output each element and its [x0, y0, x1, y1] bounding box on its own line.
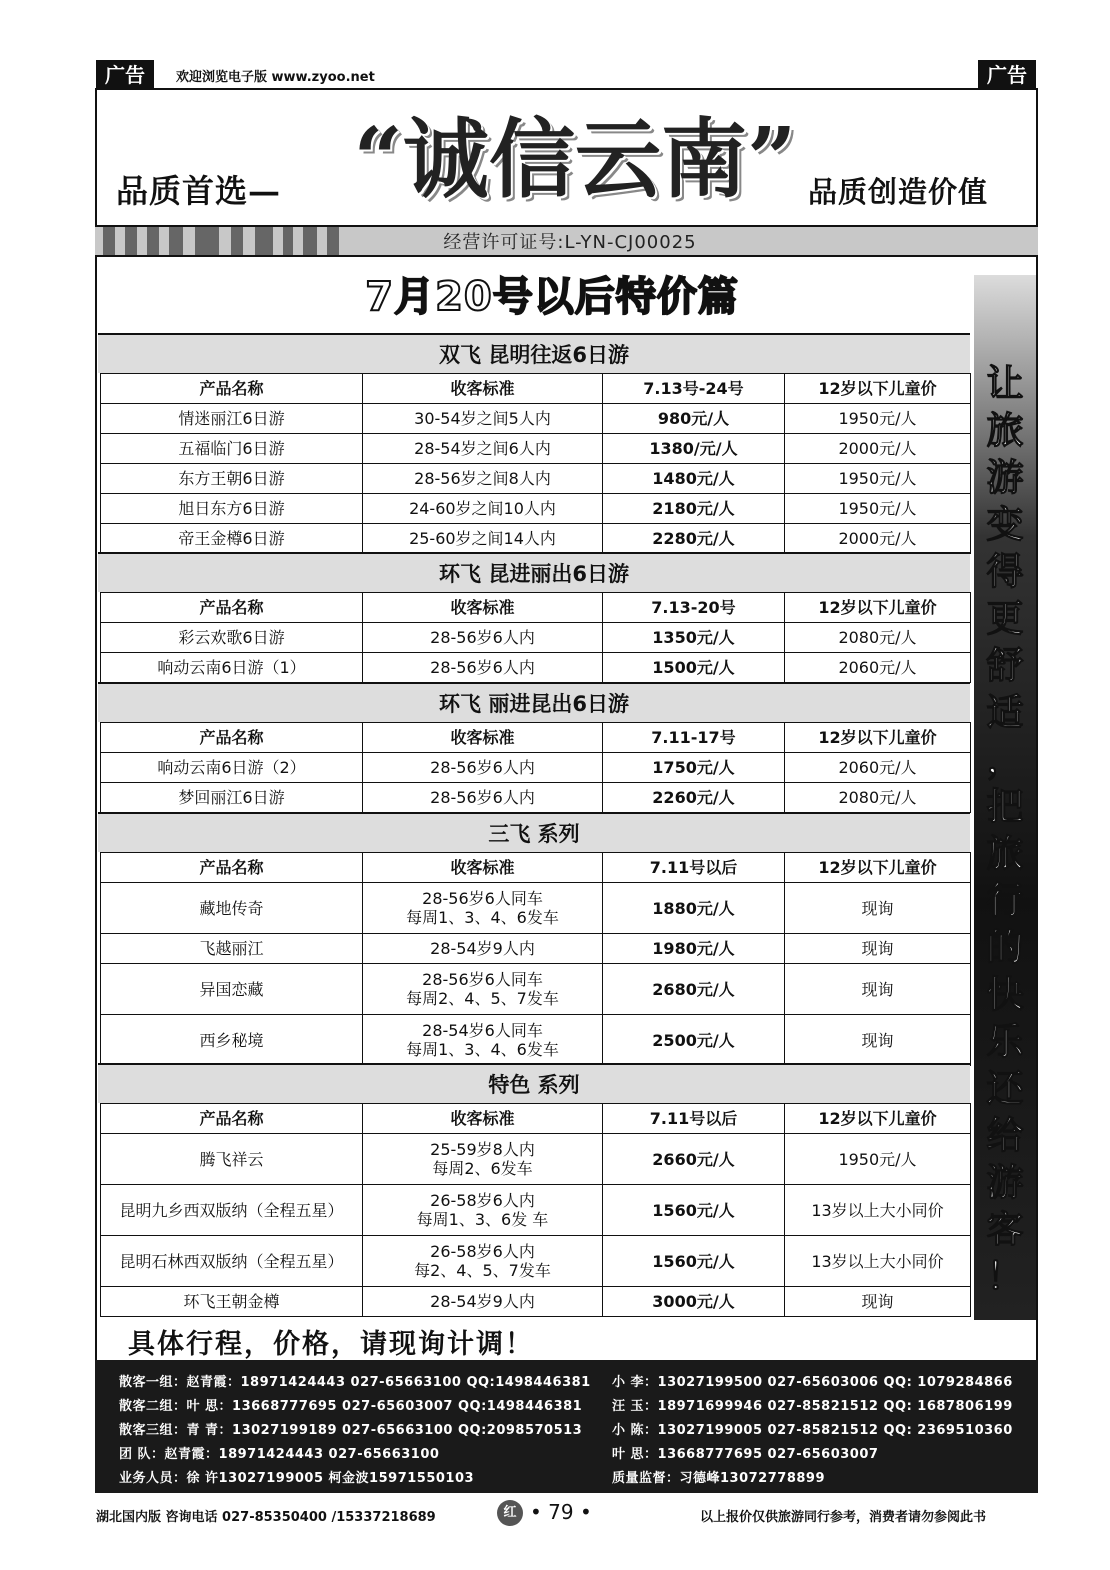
table-row	[101, 964, 971, 1015]
contact-line: 叶 思：13668777695 027-65603007	[612, 1447, 879, 1462]
section-title: 环飞 昆进丽出6日游	[98, 552, 970, 592]
product-name: 帝王金樽6日游	[101, 524, 363, 554]
col-header-standard: 收客标准	[363, 374, 603, 404]
product-name: 旭日东方6日游	[101, 494, 363, 524]
child-price: 现询	[785, 964, 971, 1015]
col-header-date: 7.11号以后	[603, 1104, 785, 1134]
col-header-name: 产品名称	[101, 374, 363, 404]
adult-price: 2680元/人	[603, 964, 785, 1015]
standard-line: 每2、4、5、7发车	[414, 1261, 551, 1280]
standard-line: 28-56岁6人同车	[422, 889, 543, 908]
price-table	[100, 373, 971, 554]
col-header-name: 产品名称	[101, 1104, 363, 1134]
adult-price: 2260元/人	[603, 783, 785, 813]
table-row	[101, 783, 971, 813]
table-row	[101, 1287, 971, 1317]
group-standard	[363, 753, 603, 783]
col-header-name: 产品名称	[101, 593, 363, 623]
section-title: 三飞 系列	[98, 812, 970, 852]
child-price: 2060元/人	[785, 653, 971, 683]
col-header-standard: 收客标准	[363, 1104, 603, 1134]
footer-edition: 湖北国内版 咨询电话 027-85350400 /15337218689	[96, 1510, 436, 1525]
standard-line: 28-56岁之间8人内	[414, 469, 551, 488]
group-standard	[363, 883, 603, 934]
child-price: 1950元/人	[785, 404, 971, 434]
adult-price: 2500元/人	[603, 1015, 785, 1066]
contact-line: 散客三组：青 青：13027199189 027-65663100 QQ:2098570513	[119, 1423, 583, 1438]
child-price: 13岁以上大小同价	[785, 1185, 971, 1236]
standard-line: 每周2、4、5、7发车	[406, 989, 559, 1008]
standard-line: 28-56岁6人内	[430, 758, 535, 777]
child-price: 2000元/人	[785, 434, 971, 464]
col-header-child: 12岁以下儿童价	[785, 593, 971, 623]
side-slogan: 让 旅 游 变 得 更 舒 适 ， 把 旅 行 的 快 乐 还 给 游 客 ！	[986, 362, 1024, 1298]
standard-line: 24-60岁之间10人内	[409, 499, 556, 518]
product-name: 彩云欢歌6日游	[101, 623, 363, 653]
standard-line: 每周1、3、6发 车	[416, 1210, 549, 1229]
table-header-row	[101, 1104, 971, 1134]
child-price: 1950元/人	[785, 494, 971, 524]
group-standard	[363, 623, 603, 653]
group-standard	[363, 1015, 603, 1066]
table-header-row	[101, 593, 971, 623]
standard-line: 每周1、3、4、6发车	[406, 908, 559, 927]
table-row	[101, 1134, 971, 1185]
contact-line: 汪 玉：18971699946 027-85821512 QQ: 1687806199	[612, 1399, 1013, 1414]
slogan-left: 品质首选—	[116, 172, 282, 210]
welcome-url[interactable]: 欢迎浏览电子版 www.zyoo.net	[176, 70, 375, 85]
child-price: 现询	[785, 1015, 971, 1066]
group-standard	[363, 524, 603, 554]
price-table	[100, 852, 971, 1066]
table-row	[101, 434, 971, 464]
table-row	[101, 1236, 971, 1287]
standard-line: 26-58岁6人内	[430, 1191, 535, 1210]
standard-line: 26-58岁6人内	[430, 1242, 535, 1261]
adult-price: 1350元/人	[603, 623, 785, 653]
contact-line: 小 李：13027199500 027-65603006 QQ: 1079284866	[612, 1375, 1013, 1390]
col-header-date: 7.11-17号	[603, 723, 785, 753]
standard-line: 28-54岁6人同车	[422, 1021, 543, 1040]
contacts-panel	[95, 1360, 1038, 1493]
col-header-name: 产品名称	[101, 853, 363, 883]
table-row	[101, 464, 971, 494]
product-name: 昆明石林西双版纳（全程五星）	[101, 1236, 363, 1287]
product-name: 梦回丽江6日游	[101, 783, 363, 813]
product-name: 东方王朝6日游	[101, 464, 363, 494]
slogan-right: 品质创造价值	[808, 175, 989, 209]
adult-price: 3000元/人	[603, 1287, 785, 1317]
adult-price: 980元/人	[603, 404, 785, 434]
brand-title: “诚信云南”	[353, 109, 797, 210]
group-standard	[363, 464, 603, 494]
group-standard	[363, 653, 603, 683]
adult-price: 1500元/人	[603, 653, 785, 683]
product-name: 异国恋藏	[101, 964, 363, 1015]
group-standard	[363, 1236, 603, 1287]
table-header-row	[101, 853, 971, 883]
table-header-row	[101, 723, 971, 753]
col-header-date: 7.13号-24号	[603, 374, 785, 404]
col-header-standard: 收客标准	[363, 853, 603, 883]
adult-price: 1750元/人	[603, 753, 785, 783]
child-price: 2060元/人	[785, 753, 971, 783]
product-name: 环飞王朝金樽	[101, 1287, 363, 1317]
standard-line: 28-56岁6人内	[430, 788, 535, 807]
table-row	[101, 1185, 971, 1236]
publisher-logo-icon: 红	[497, 1500, 523, 1526]
col-header-standard: 收客标准	[363, 723, 603, 753]
standard-line: 28-56岁6人内	[430, 628, 535, 647]
adult-price: 2280元/人	[603, 524, 785, 554]
group-standard	[363, 1287, 603, 1317]
child-price: 2000元/人	[785, 524, 971, 554]
group-standard	[363, 1134, 603, 1185]
special-price-title: 7月20号以后特价篇	[365, 274, 739, 320]
footer-disclaimer: 以上报价仅供旅游同行参考，消费者请勿参阅此书	[700, 1510, 987, 1525]
col-header-name: 产品名称	[101, 723, 363, 753]
group-standard	[363, 434, 603, 464]
product-name: 藏地传奇	[101, 883, 363, 934]
contact-line: 业务人员：徐 许13027199005 柯金波15971550103	[119, 1471, 475, 1486]
col-header-child: 12岁以下儿童价	[785, 723, 971, 753]
standard-line: 每周1、3、4、6发车	[406, 1040, 559, 1059]
adult-price: 2180元/人	[603, 494, 785, 524]
ad-badge-left: 广告	[96, 60, 154, 90]
child-price: 现询	[785, 883, 971, 934]
table-row	[101, 753, 971, 783]
adult-price: 1480元/人	[603, 464, 785, 494]
child-price: 13岁以上大小同价	[785, 1236, 971, 1287]
table-header-row	[101, 374, 971, 404]
group-standard	[363, 1185, 603, 1236]
child-price: 1950元/人	[785, 1134, 971, 1185]
col-header-child: 12岁以下儿童价	[785, 1104, 971, 1134]
license-number: 经营许可证号:L-YN-CJ00025	[443, 232, 697, 253]
standard-line: 25-59岁8人内	[430, 1140, 535, 1159]
child-price: 现询	[785, 934, 971, 964]
product-name: 情迷丽江6日游	[101, 404, 363, 434]
ad-badge-right: 广告	[978, 60, 1036, 90]
col-header-date: 7.13-20号	[603, 593, 785, 623]
group-standard	[363, 934, 603, 964]
col-header-date: 7.11号以后	[603, 853, 785, 883]
standard-line: 28-56岁6人同车	[422, 970, 543, 989]
adult-price: 1880元/人	[603, 883, 785, 934]
contact-line: 团 队：赵青霞：18971424443 027-65663100	[119, 1447, 440, 1462]
contact-line: 小 陈：13027199005 027-85821512 QQ: 2369510360	[612, 1423, 1013, 1438]
table-row	[101, 524, 971, 554]
product-name: 响动云南6日游（1）	[101, 653, 363, 683]
table-row	[101, 494, 971, 524]
col-header-child: 12岁以下儿童价	[785, 374, 971, 404]
child-price: 现询	[785, 1287, 971, 1317]
standard-line: 28-56岁6人内	[430, 658, 535, 677]
contact-line: 散客二组：叶 思：13668777695 027-65603007 QQ:1498446381	[119, 1399, 583, 1414]
table-row	[101, 934, 971, 964]
product-name: 飞越丽江	[101, 934, 363, 964]
adult-price: 1560元/人	[603, 1185, 785, 1236]
adult-price: 1560元/人	[603, 1236, 785, 1287]
group-standard	[363, 964, 603, 1015]
inquiry-note: 具体行程，价格，请现询计调！	[128, 1329, 534, 1360]
standard-line: 28-54岁之间6人内	[414, 439, 551, 458]
adult-price: 1980元/人	[603, 934, 785, 964]
group-standard	[363, 494, 603, 524]
col-header-child: 12岁以下儿童价	[785, 853, 971, 883]
section-title: 双飞 昆明往返6日游	[98, 333, 970, 373]
table-row	[101, 404, 971, 434]
group-standard	[363, 404, 603, 434]
product-name: 响动云南6日游（2）	[101, 753, 363, 783]
standard-line: 25-60岁之间14人内	[409, 529, 556, 548]
standard-line: 28-54岁9人内	[430, 1292, 535, 1311]
product-name: 昆明九乡西双版纳（全程五星）	[101, 1185, 363, 1236]
price-table	[100, 1103, 971, 1317]
page-number: • 79 •	[530, 1500, 592, 1524]
product-name: 西乡秘境	[101, 1015, 363, 1066]
price-table	[100, 592, 971, 683]
product-name: 五福临门6日游	[101, 434, 363, 464]
product-name: 腾飞祥云	[101, 1134, 363, 1185]
col-header-standard: 收客标准	[363, 593, 603, 623]
adult-price: 2660元/人	[603, 1134, 785, 1185]
standard-line: 30-54岁之间5人内	[414, 409, 551, 428]
table-row	[101, 623, 971, 653]
section-title: 环飞 丽进昆出6日游	[98, 682, 970, 722]
contact-line: 散客一组：赵青霞：18971424443 027-65663100 QQ:1498446381	[119, 1375, 591, 1390]
group-standard	[363, 783, 603, 813]
table-row	[101, 1015, 971, 1066]
price-table	[100, 722, 971, 813]
table-row	[101, 883, 971, 934]
standard-line: 28-54岁9人内	[430, 939, 535, 958]
section-title: 特色 系列	[98, 1063, 970, 1103]
standard-line: 每周2、6发车	[432, 1159, 533, 1178]
child-price: 1950元/人	[785, 464, 971, 494]
adult-price: 1380/元/人	[603, 434, 785, 464]
table-row	[101, 653, 971, 683]
child-price: 2080元/人	[785, 623, 971, 653]
child-price: 2080元/人	[785, 783, 971, 813]
contact-line: 质量监督：习德峰13072778899	[612, 1471, 825, 1486]
